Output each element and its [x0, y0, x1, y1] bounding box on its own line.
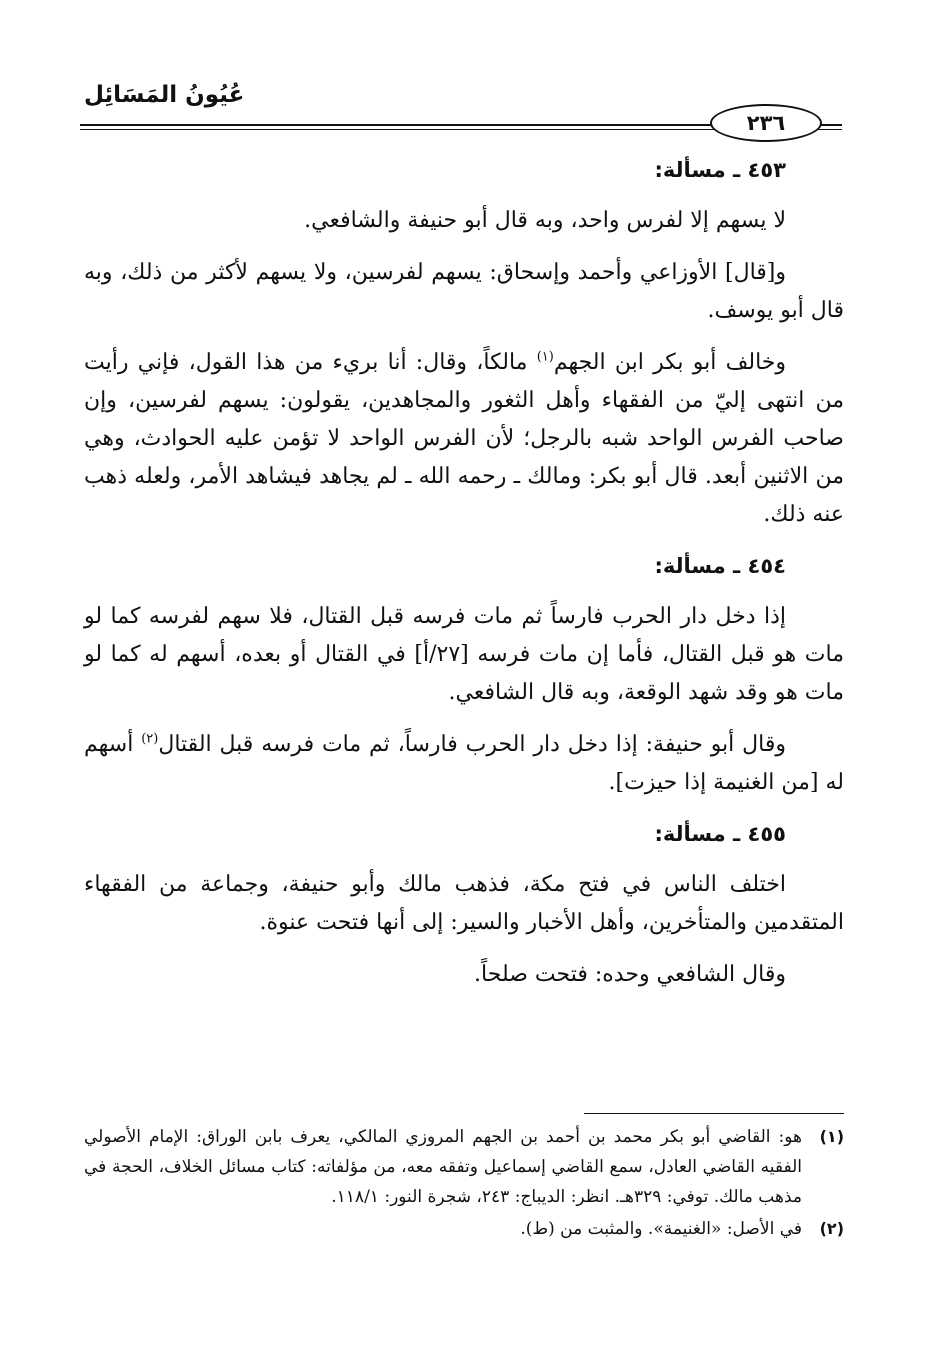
footnote-text: هو: القاضي أبو بكر محمد بن أحمد بن الجهم المروزي المالكي، يعرف بابن الوراق: الإمام الأصولي الفقيه القاضي العادل، سمع القاضي إسماعيل وتفقه معه، من مؤلفاته: كتاب مسائل الخلاف، الحجة في مذهب مالك. توفي: ٣٢٩هـ. انظر: الديباج: ٢٤٣، شجرة النور: ١١٨/١.	[84, 1127, 802, 1207]
paragraph-text: مالكاً، وقال: أنا بريء من هذا القول، فإني رأيت من انتهى إليّ من الفقهاء وأهل الثغور والمجاهدين، يقولون: يسهم لفرسين، وإن صاحب الفرس الواحد شبه بالرجل؛ لأن الفرس الواحد لا تؤمن عليه الحوادث، وهي من الاثنين أبعد. قال أبو بكر: ومالك ـ رحمه الله ـ لم يجاهد فيشاهد الأمر، ولعله ذهب عنه ذلك.	[84, 350, 844, 527]
paragraph: إذا دخل دار الحرب فارساً ثم مات فرسه قبل القتال، فلا سهم لفرسه كما لو مات هو قبل القتال، فأما إن مات فرسه [٢٧/أ] في القتال أو بعده، أسهم له كما لو مات هو وقد شهد الوقعة، وبه قال الشافعي.	[84, 604, 844, 705]
paragraph-text: وخالف أبو بكر ابن الجهم	[553, 350, 787, 375]
footnotes	[84, 1113, 844, 1246]
footnote-ref: (١)	[536, 349, 554, 365]
paragraph-text: وقال أبو حنيفة: إذا دخل دار الحرب فارساً، ثم مات فرسه قبل القتال	[158, 732, 786, 757]
paragraph: وقال الشافعي وحده: فتحت صلحاً.	[474, 962, 786, 987]
paragraph-text: أسهم له [من الغنيمة إذا حيزت].	[84, 732, 844, 795]
page-number: ٢٣٦	[710, 104, 822, 142]
issue-heading: ٤٥٤ ـ مسألة:	[654, 554, 786, 578]
paragraph: لا يسهم إلا لفرس واحد، وبه قال أبو حنيفة والشافعي.	[304, 208, 786, 233]
paragraph: اختلف الناس في فتح مكة، فذهب مالك وأبو حنيفة، وجماعة من الفقهاء المتقدمين والمتأخرين، وأهل الأخبار والسير: إلى أنها فتحت عنوة.	[84, 872, 844, 935]
paragraph	[84, 344, 844, 534]
book-title: عُيُونُ المَسَائِل	[84, 82, 245, 108]
page-header	[80, 78, 842, 138]
footnote-number: (١)	[819, 1127, 844, 1146]
main-text	[84, 152, 844, 1006]
footnote-separator	[584, 1113, 844, 1114]
footnote-number: (٢)	[819, 1219, 844, 1238]
issue-heading: ٤٥٣ ـ مسألة:	[654, 158, 786, 182]
paragraph: و[قال] الأوزاعي وأحمد وإسحاق: يسهم لفرسين، ولا يسهم لأكثر من ذلك، وبه قال أبو يوسف.	[84, 260, 844, 323]
issue-heading: ٤٥٥ ـ مسألة:	[654, 822, 786, 846]
footnote	[84, 1214, 844, 1244]
footnote	[84, 1122, 844, 1212]
footnote-ref: (٢)	[141, 731, 159, 747]
paragraph	[84, 726, 844, 802]
footnote-text: في الأصل: «الغنيمة». والمثبت من (ط).	[520, 1219, 802, 1239]
